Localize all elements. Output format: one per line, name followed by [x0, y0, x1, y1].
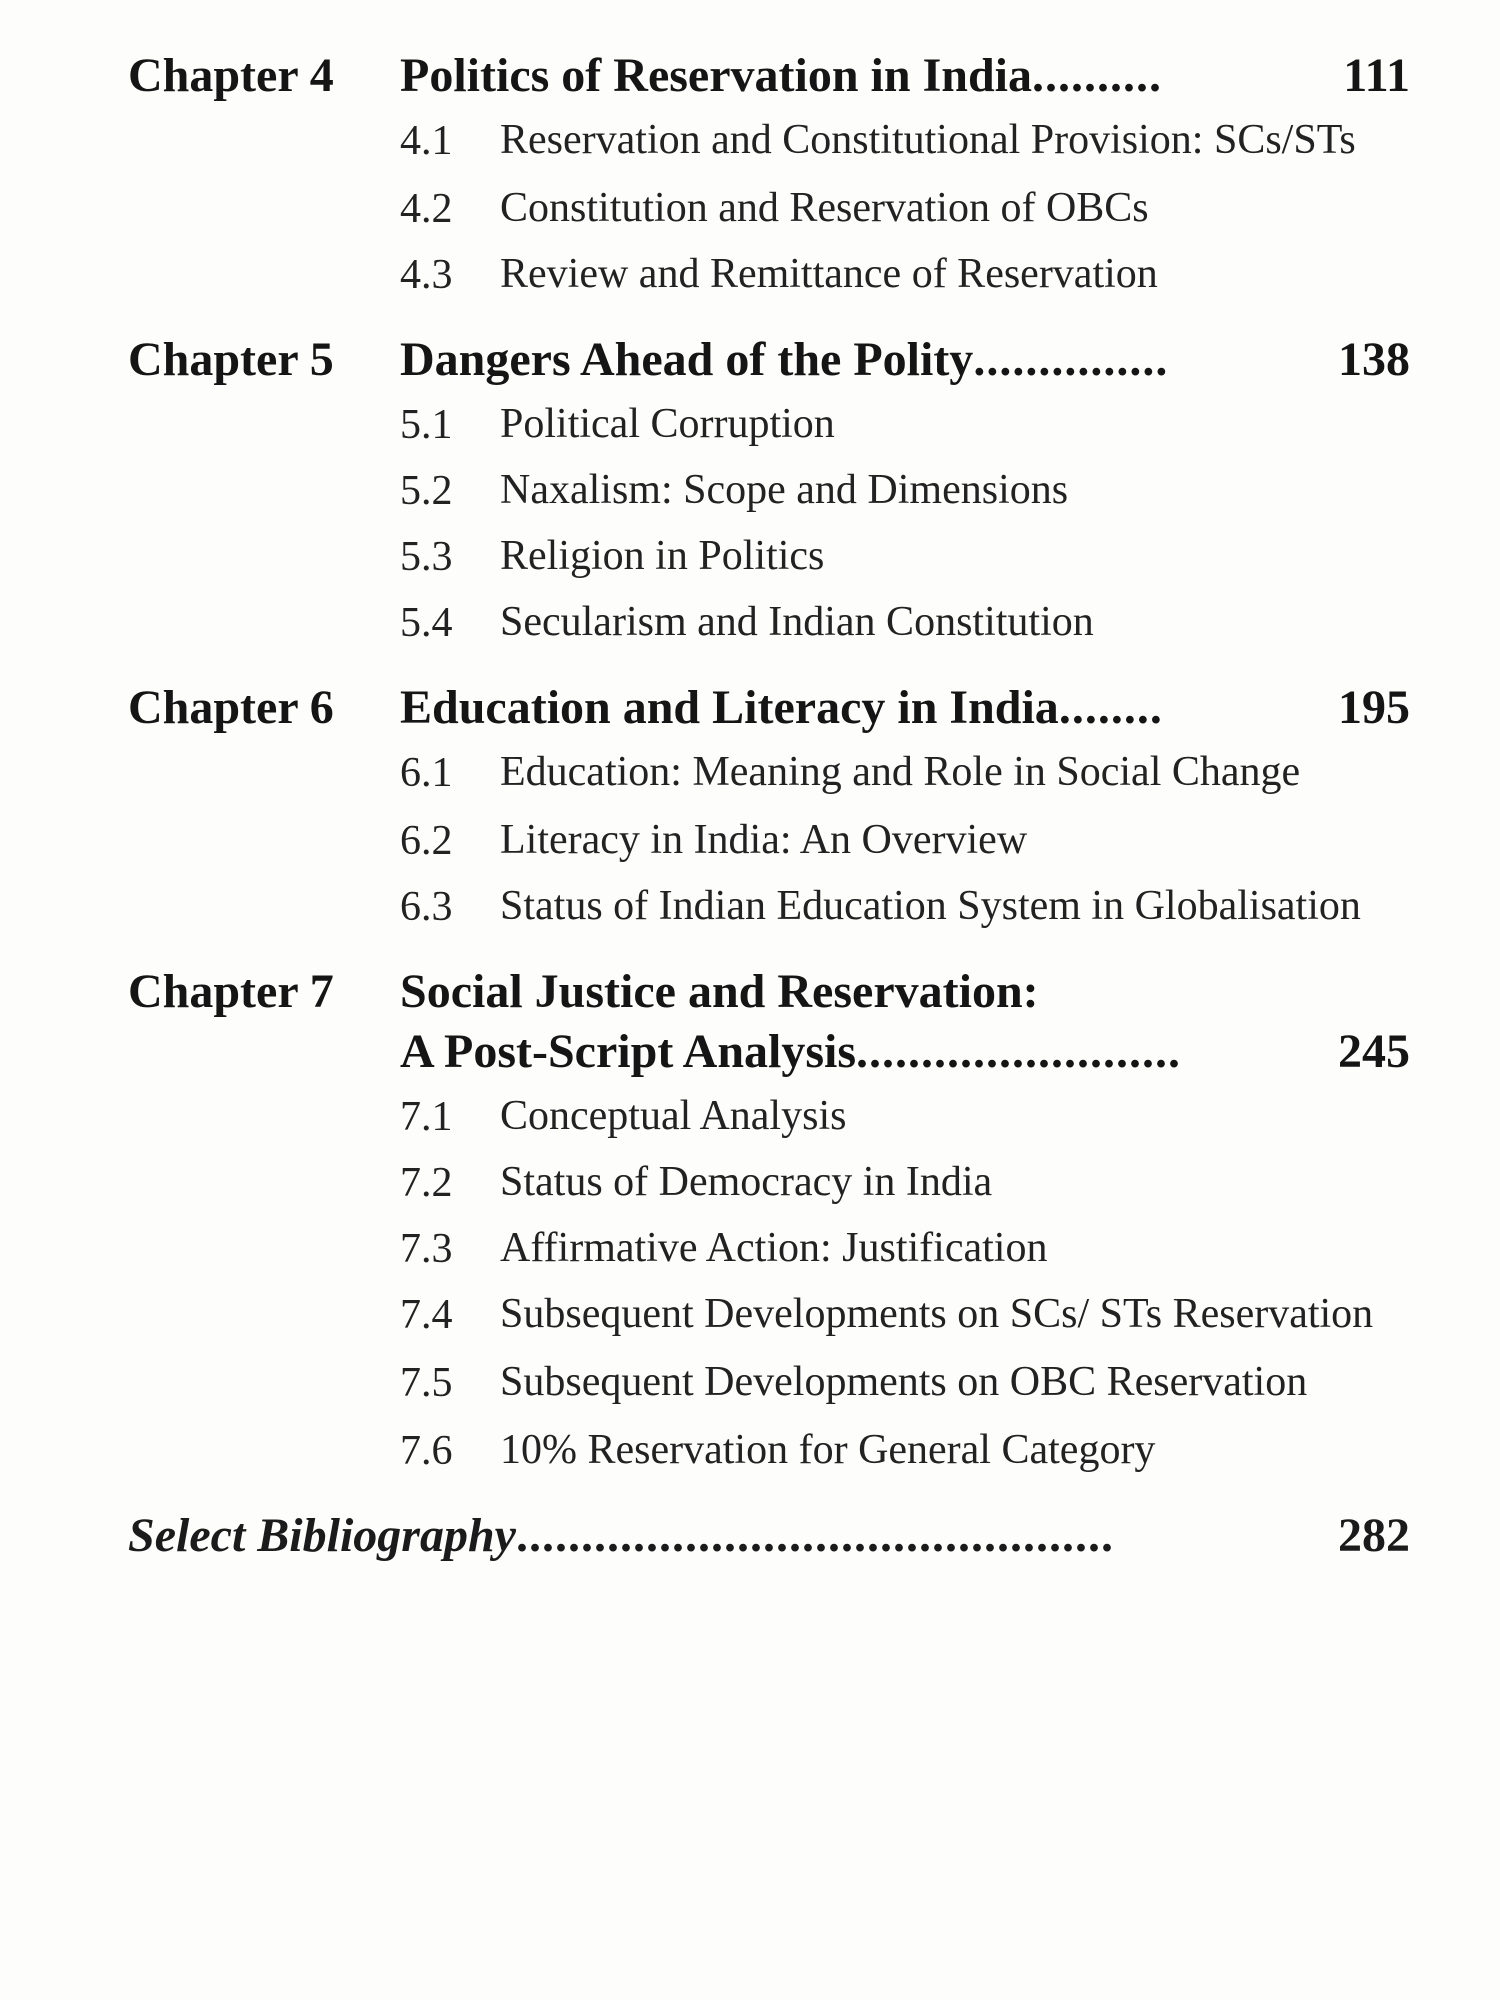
section-item [400, 462, 1410, 520]
chapter-title [400, 46, 1410, 106]
page-number: 111 [1343, 49, 1410, 102]
section-list [400, 396, 1410, 652]
chapter-title-line [400, 330, 1410, 390]
section-item [400, 1088, 1410, 1146]
chapter-title-text: A Post-Script Analysis [400, 1025, 857, 1078]
page-number: 282 [1338, 1509, 1410, 1562]
section-item [400, 396, 1410, 454]
chapter-title-line [400, 962, 1410, 1022]
section-title: 10% Reservation for General Category [500, 1427, 1156, 1473]
section-item [400, 1354, 1410, 1412]
chapter-5 [128, 330, 1410, 652]
section-item [400, 1422, 1410, 1480]
section-number: 4.2 [400, 186, 453, 232]
section-title: Affirmative Action: Justification [500, 1225, 1048, 1271]
chapter-title-text: Dangers Ahead of the Polity [400, 333, 974, 386]
section-number: 7.4 [400, 1292, 453, 1338]
chapter-title [400, 678, 1410, 738]
section-title: Literacy in India: An Overview [500, 817, 1028, 863]
chapter-heading [128, 678, 1410, 738]
section-number: 5.2 [400, 468, 453, 514]
section-number: 5.1 [400, 402, 453, 448]
section-title: Reservation and Constitutional Provision: SCs/STs [500, 117, 1356, 163]
section-list [400, 744, 1410, 936]
section-item [400, 744, 1410, 802]
chapter-label: Chapter 4 [128, 49, 334, 102]
chapter-title [400, 330, 1410, 390]
chapter-label: Chapter 6 [128, 681, 334, 734]
chapter-label: Chapter 7 [128, 965, 334, 1018]
chapter-label: Chapter 5 [128, 333, 334, 386]
chapter-heading [128, 330, 1410, 390]
dot-leader: ........ [1058, 681, 1163, 734]
section-number: 7.5 [400, 1360, 453, 1406]
chapter-7 [128, 962, 1410, 1480]
section-title: Conceptual Analysis [500, 1093, 847, 1139]
section-item [400, 1286, 1410, 1344]
section-number: 6.1 [400, 750, 453, 796]
chapter-title-text: Politics of Reservation in India [400, 49, 1032, 102]
section-number: 7.1 [400, 1094, 453, 1140]
section-title: Political Corruption [500, 401, 835, 447]
section-number: 5.3 [400, 534, 453, 580]
section-item [400, 180, 1410, 238]
chapter-6 [128, 678, 1410, 936]
section-title: Status of Indian Education System in Globalisation [500, 883, 1361, 929]
dot-leader: ............... [973, 333, 1169, 386]
dot-leader: ......................... [856, 1025, 1182, 1078]
section-number: 4.3 [400, 252, 453, 298]
page-number: 138 [1338, 333, 1410, 386]
chapter-heading [128, 46, 1410, 106]
section-number: 7.6 [400, 1428, 453, 1474]
section-list [400, 112, 1410, 304]
section-title: Status of Democracy in India [500, 1159, 993, 1205]
section-number: 7.2 [400, 1160, 453, 1206]
section-number: 6.2 [400, 818, 453, 864]
section-title: Naxalism: Scope and Dimensions [500, 467, 1069, 513]
section-title: Secularism and Indian Constitution [500, 599, 1094, 645]
section-item [400, 878, 1410, 936]
section-title: Subsequent Developments on SCs/ STs Reservation [500, 1291, 1374, 1337]
section-item [400, 594, 1410, 652]
bibliography-entry [128, 1506, 1410, 1566]
chapter-title-line [400, 1022, 1410, 1082]
section-item [400, 112, 1410, 170]
chapter-title-text: Social Justice and Reservation: [400, 965, 1039, 1018]
chapter-title-text: Education and Literacy in India [400, 681, 1059, 734]
section-number: 7.3 [400, 1226, 453, 1272]
section-number: 4.1 [400, 118, 453, 164]
section-list [400, 1088, 1410, 1480]
section-number: 6.3 [400, 884, 453, 930]
section-title: Review and Remittance of Reservation [500, 251, 1158, 297]
section-item [400, 528, 1410, 586]
section-title: Subsequent Developments on OBC Reservation [500, 1359, 1308, 1405]
bibliography-label: Select Bibliography [128, 1509, 516, 1562]
section-title: Education: Meaning and Role in Social Change [500, 749, 1301, 795]
chapter-heading [128, 962, 1410, 1082]
section-item [400, 246, 1410, 304]
dot-leader: .............................................. [515, 1509, 1114, 1562]
section-item [400, 1154, 1410, 1212]
chapter-title-line [400, 678, 1410, 738]
section-item [400, 1220, 1410, 1278]
section-title: Religion in Politics [500, 533, 825, 579]
table-of-contents [128, 46, 1410, 1566]
section-title: Constitution and Reservation of OBCs [500, 185, 1149, 231]
page-number: 195 [1338, 681, 1410, 734]
page-number: 245 [1338, 1025, 1410, 1078]
section-number: 5.4 [400, 600, 453, 646]
chapter-4 [128, 46, 1410, 304]
chapter-title [400, 962, 1410, 1082]
section-item [400, 812, 1410, 870]
dot-leader: .......... [1032, 49, 1162, 102]
chapter-title-line [400, 46, 1410, 106]
